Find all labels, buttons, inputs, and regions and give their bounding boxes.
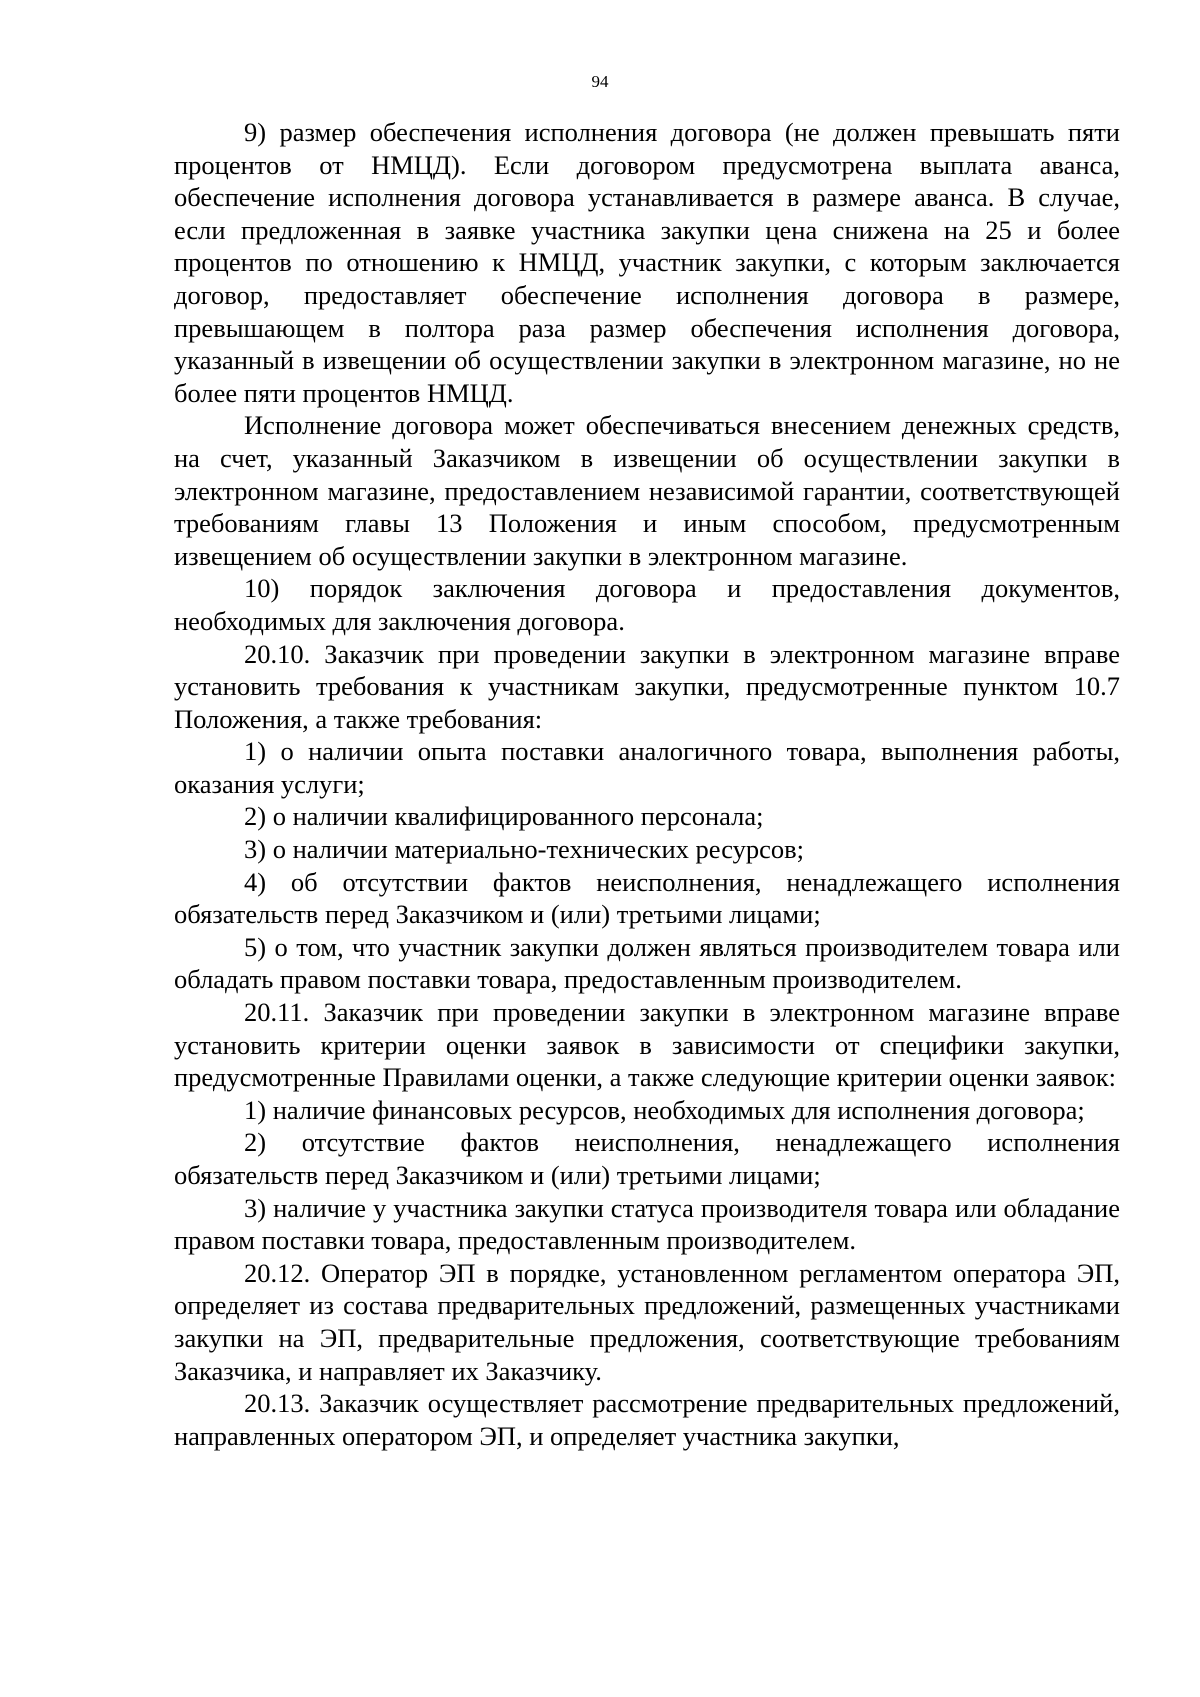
paragraph-requirement-5: 5) о том, что участник закупки должен являться производителем товара или обладать правом поставки товара, предоставленным производителем. (174, 931, 1120, 995)
paragraph-section-20-11: 20.11. Заказчик при проведении закупки в электронном магазине вправе установить критерии оценки заявок в зависимости от специфики закупки, предусмотренные Правилами оценки, а также следующие критерии оценки заявок: (174, 997, 1120, 1093)
paragraph-requirement-3: 3) о наличии материально-технических ресурсов; (244, 834, 804, 865)
paragraph-criterion-2: 2) отсутствие фактов неисполнения, ненадлежащего исполнения обязательств перед Заказчиком и (или) третьими лицами; (174, 1127, 1120, 1190)
paragraph-criterion-1: 1) наличие финансовых ресурсов, необходимых для исполнения договора; (244, 1094, 1085, 1125)
paragraph-item-9: 9) размер обеспечения исполнения договора (не должен превышать пяти процентов от НМЦД). Если договором предусмотрена выплата аванса, обеспечение исполнения договора устанавливается в размере аванса. В случае, если предложенная в заявке участника закупки цена снижена на 25 и более процентов по отношению к НМЦД, участник закупки, с которым заключается договор, предоставляет обеспечение исполнения договора в размере, превышающем в полтора раза размер обеспечения исполнения договора, указанный в извещении об осуществлении закупки в электронном магазине, но не более пяти процентов НМЦД. (174, 117, 1120, 408)
paragraph-requirement-4: 4) об отсутствии фактов неисполнения, ненадлежащего исполнения обязательств перед Заказчиком и (или) третьими лицами; (174, 866, 1120, 930)
paragraph-requirement-1: 1) о наличии опыта поставки аналогичного товара, выполнения работы, оказания услуги; (174, 736, 1120, 799)
paragraph-criterion-3: 3) наличие у участника закупки статуса производителя товара или обладание правом поставки товара, предоставленным производителем. (174, 1192, 1120, 1256)
paragraph-section-20-13: 20.13. Заказчик осуществляет рассмотрение предварительных предложений, направленных оператором ЭП, и определяет участника закупки, (174, 1388, 1120, 1451)
document-body (174, 116, 1120, 1452)
paragraph-item-10: 10) порядок заключения договора и предоставления документов, необходимых для заключения договора. (174, 573, 1120, 636)
paragraph-section-20-10: 20.10. Заказчик при проведении закупки в электронном магазине вправе установить требования к участникам закупки, предусмотренные пунктом 10.7 Положения, а также требования: (174, 638, 1120, 734)
paragraph-section-20-12: 20.12. Оператор ЭП в порядке, установленном регламентом оператора ЭП, определяет из состава предварительных предложений, размещенных участниками закупки на ЭП, предварительные предложения, соответствующие требованиям Заказчика, и направляет их Заказчику. (174, 1257, 1120, 1386)
page-number: 94 (591, 72, 609, 91)
paragraph-contract-security: Исполнение договора может обеспечиваться внесением денежных средств, на счет, указанный Заказчиком в извещении об осуществлении закупки в электронном магазине, предоставлением независимой гарантии, соответствующей требованиям главы 13 Положения и иным способом, предусмотренным извещением об осуществлении закупки в электронном магазине. (174, 410, 1120, 571)
paragraph-requirement-2: 2) о наличии квалифицированного персонала; (244, 801, 764, 832)
